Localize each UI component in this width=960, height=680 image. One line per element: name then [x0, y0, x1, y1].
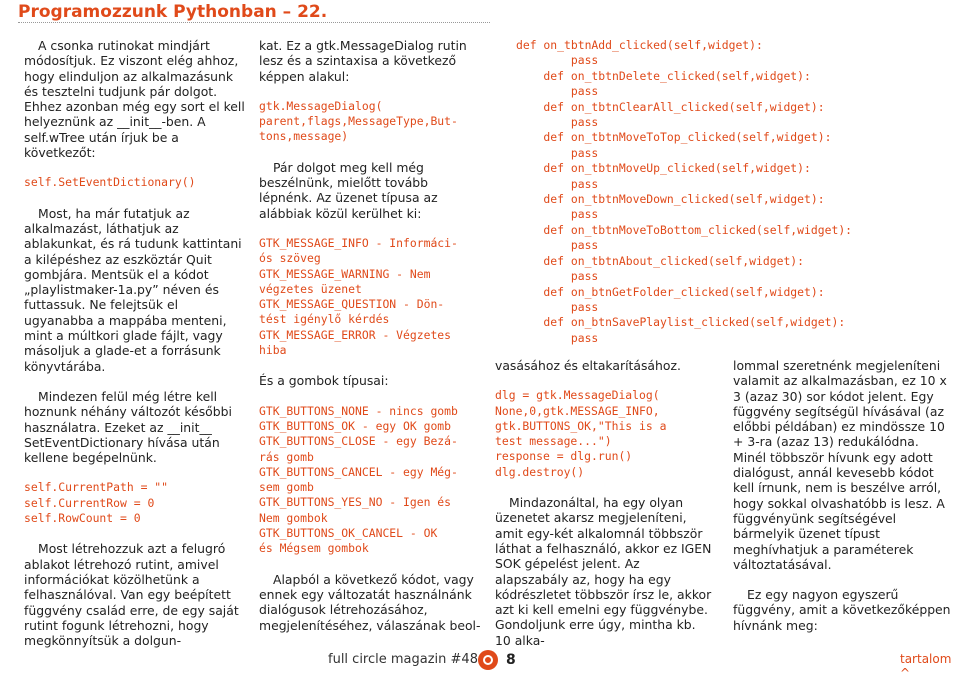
column-4	[733, 358, 953, 633]
code-snippet: GTK_MESSAGE_INFO - Informáci- ós szöveg GTK_MESSAGE_WARNING - Nem végzetes üzenet GTK_MESSAGE_QUESTION - Dön- tést igénylő kérdés GTK_MESSAGE_ERROR - Végzetes hiba	[259, 235, 458, 358]
code-snippet: gtk.MessageDialog( parent,flags,MessageType,But- tons,message)	[259, 98, 458, 144]
code-snippet: dlg = gtk.MessageDialog( None,0,gtk.MESSAGE_INFO, gtk.BUTTONS_OK,"This is a test message...") response = dlg.run() dlg.destroy()	[495, 388, 667, 479]
column-1	[24, 38, 246, 648]
paragraph: Mindezen felül még létre kell hoznunk néhány változót későbbi használatra. Ezeket az __init__ SetEventDictionary hívása után kellene begépelnünk.	[24, 388, 232, 466]
title-divider	[18, 22, 490, 23]
paragraph: Ez egy nagyon egyszerű függvény, amit a következőképpen hívnánk meg:	[733, 587, 951, 633]
column-2	[259, 38, 484, 633]
code-snippet: self.CurrentPath = "" self.CurrentRow = 0 self.RowCount = 0	[24, 480, 169, 526]
paragraph: vasásához és eltakarításához.	[495, 358, 681, 373]
paragraph: És a gombok típusai:	[259, 373, 389, 389]
contents-link[interactable]: tartalom ^	[900, 652, 952, 680]
paragraph: Most létrehozzuk azt a felugró ablakot létrehozó rutint, amivel információkat közölhetünk a felhasználóval. Van egy beépített függvény család erre, de egy saját rutint fogunk létrehozni, hogy megkönnyítsük a dolgun-	[24, 541, 239, 649]
article-title: Programozzunk Pythonban – 22.	[18, 2, 328, 22]
paragraph: lommal szeretnénk megjeleníteni valamit az alkalmazásban, ez 10 x 3 (azaz 30) sor kódot jelent. Egy függvény segítségül hívásával (az előbbi példában) ez mindössze 10 + 3-ra (azaz 13) redukálódna. Minél többször hívunk egy adott dialógust, annál kevesebb kódot kell írnunk, nem is beszélve arról, hogy sokkal olvashatóbb is lesz. A függvényünk segítségével bármelyik üzenet típust meghívhatjuk a paraméterek változtatásával.	[733, 358, 947, 572]
code-snippet: self.SetEventDictionary()	[24, 175, 196, 190]
paragraph: Mindazonáltal, ha egy olyan üzenetet akarsz megjeleníteni, amit egy-két alkalomnál többször láthat a felhasználó, akkor ez IGEN SOK gépelést jelent. Az alapszabály az, hogy ha egy kódrészletet többször írsz le, akkor azt ki kell emelni egy függvénybe. Gondoljunk erre úgy, mintha kb. 10 alka-	[495, 495, 712, 648]
paragraph: Pár dolgot meg kell még beszélnünk, mielőtt tovább lépnénk. Az üzenet típusa az alábbiak közül kerülhet ki:	[259, 159, 438, 221]
paragraph: Most, ha már futatjuk az alkalmazást, láthatjuk az ablakunkat, és rá tudunk kattintani a kilépéshez az eszköztár Quit gombjára. Mentsük el a kódot „playlistmaker-1a.py” néven és futtassuk. Ne felejtsük el ugyanabba a mappába menteni, mint a múltkori glade fájlt, vagy másoljuk a glade-et a forrásunk könyvtárába.	[24, 205, 242, 374]
code-listing: def on_tbtnAdd_clicked(self,widget): pass def on_tbtnDelete_clicked(self,widget): pass def on_tbtnClearAll_clicked(self,widget): pass def on_tbtnMoveToTop_clicked(self,widget): pass def on_tbtnMoveUp_clicked(self,widget): pass def on_tbtnMoveDown_clicked(self,widget): pass def on_tbtnMoveToBottom_clicked(self,widget): pass def on_tbtnAbout_clicked(self,widget): pass def on_btnGetFolder_clicked(self,widget): pass def on_btnSavePlaylist_clicked(self,widget): pass	[516, 38, 853, 345]
column-3	[495, 358, 713, 648]
magazine-name: full circle magazin #48	[328, 652, 478, 667]
code-snippet: GTK_BUTTONS_NONE - nincs gomb GTK_BUTTONS_OK - egy OK gomb GTK_BUTTONS_CLOSE - egy Bezá- rás gomb GTK_BUTTONS_CANCEL - egy Még- sem gomb GTK_BUTTONS_YES_NO - Igen és Nem gombok GTK_BUTTONS_OK_CANCEL - OK és Mégsem gombok	[259, 403, 458, 556]
paragraph: A csonka rutinokat mindjárt módosítjuk. Ez viszont elég ahhoz, hogy elinduljon az alkalmazásunk és tesztelni tudjunk pár dolgot. Ehhez azonban még egy sort el kell helyeznünk az __init__-ben. A self.wTree után írjuk be a következőt:	[24, 38, 245, 161]
magazine-logo-icon	[478, 650, 498, 670]
paragraph: Alapból a következő kódot, vagy ennek egy változatát használnánk dialógusok létrehozásához, megjelenítéséhez, válaszának beol-	[259, 571, 481, 633]
page-number: 8	[506, 652, 516, 668]
paragraph: kat. Ez a gtk.MessageDialog rutin lesz és a szintaxisa a következő képpen alakul:	[259, 38, 467, 84]
